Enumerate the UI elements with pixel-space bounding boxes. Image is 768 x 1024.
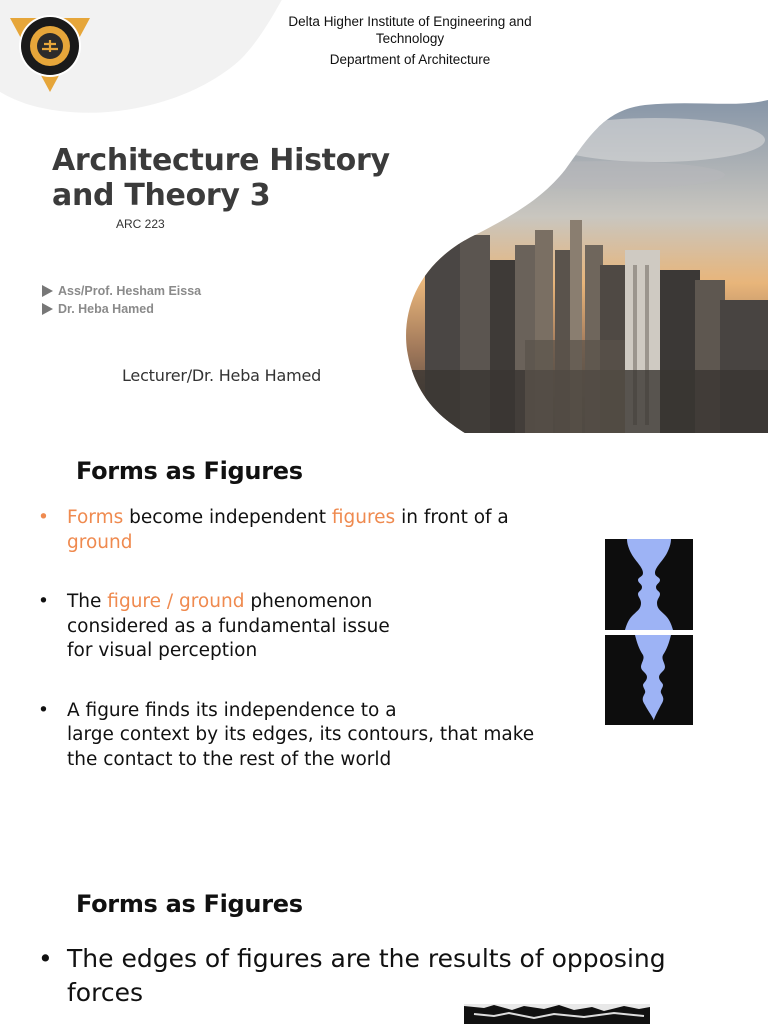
bullet-text: phenomenon bbox=[244, 591, 373, 612]
bullet-dot-icon: • bbox=[38, 699, 49, 721]
bullet-text-accent: figures bbox=[331, 507, 396, 528]
bullet-text: in front of a bbox=[395, 507, 509, 528]
staff-list bbox=[42, 282, 201, 318]
staff-name: Ass/Prof. Hesham Eissa bbox=[58, 284, 202, 298]
bullet-text-accent: Forms bbox=[67, 507, 124, 528]
institute-name-line2: Technology bbox=[375, 31, 445, 46]
face-profiles-image bbox=[605, 635, 693, 725]
course-title-line1: Architecture History bbox=[52, 143, 390, 178]
triangle-bullet-icon bbox=[42, 285, 53, 297]
institute-name-line1: Delta Higher Institute of Engineering and bbox=[288, 14, 532, 29]
staff-item bbox=[42, 282, 201, 300]
staff-name: Dr. Heba Hamed bbox=[58, 302, 154, 316]
department-name: Department of Architecture bbox=[329, 52, 491, 67]
bullet-text: considered as a fundamental issue bbox=[67, 615, 390, 637]
slide3-title: Forms as Figures bbox=[76, 890, 303, 918]
bullet-text: the contact to the rest of the world bbox=[67, 748, 392, 770]
course-title-line2: and Theory 3 bbox=[52, 178, 271, 213]
bullet-dot-icon: • bbox=[38, 507, 49, 528]
bullet-item bbox=[38, 506, 578, 555]
bullet-text: A figure finds its independence to a bbox=[67, 699, 397, 721]
bullet-text: forces bbox=[67, 978, 143, 1007]
slide2-bullet-list bbox=[38, 506, 578, 807]
institute-heading bbox=[270, 13, 550, 68]
lecturer-name: Lecturer/Dr. Heba Hamed bbox=[122, 366, 322, 385]
rubin-vase-image bbox=[605, 539, 693, 630]
bullet-text: for visual perception bbox=[67, 640, 258, 661]
triangle-bullet-icon bbox=[42, 303, 53, 315]
staff-item bbox=[42, 300, 201, 318]
bullet-dot-icon: • bbox=[38, 944, 53, 973]
bullet-item bbox=[38, 699, 578, 773]
bullet-text: The bbox=[67, 591, 108, 612]
bullet-text-accent: ground bbox=[67, 531, 133, 553]
course-title bbox=[52, 143, 412, 213]
bullet-text: The edges of figures are the results of opposing bbox=[67, 944, 666, 973]
bullet-text: large context by its edges, its contours, that make bbox=[67, 724, 535, 745]
bullet-dot-icon: • bbox=[38, 591, 49, 612]
edges-texture-image bbox=[464, 1004, 650, 1024]
institute-logo-icon bbox=[6, 6, 94, 94]
title-slide bbox=[0, 0, 768, 433]
city-skyline-image bbox=[405, 100, 768, 433]
course-code: ARC 223 bbox=[116, 217, 165, 231]
bullet-text: become independent bbox=[123, 507, 332, 528]
slide2-title: Forms as Figures bbox=[76, 457, 303, 485]
bullet-item bbox=[38, 590, 578, 664]
bullet-item bbox=[38, 942, 747, 1010]
bullet-text-accent: figure / ground bbox=[107, 591, 245, 612]
